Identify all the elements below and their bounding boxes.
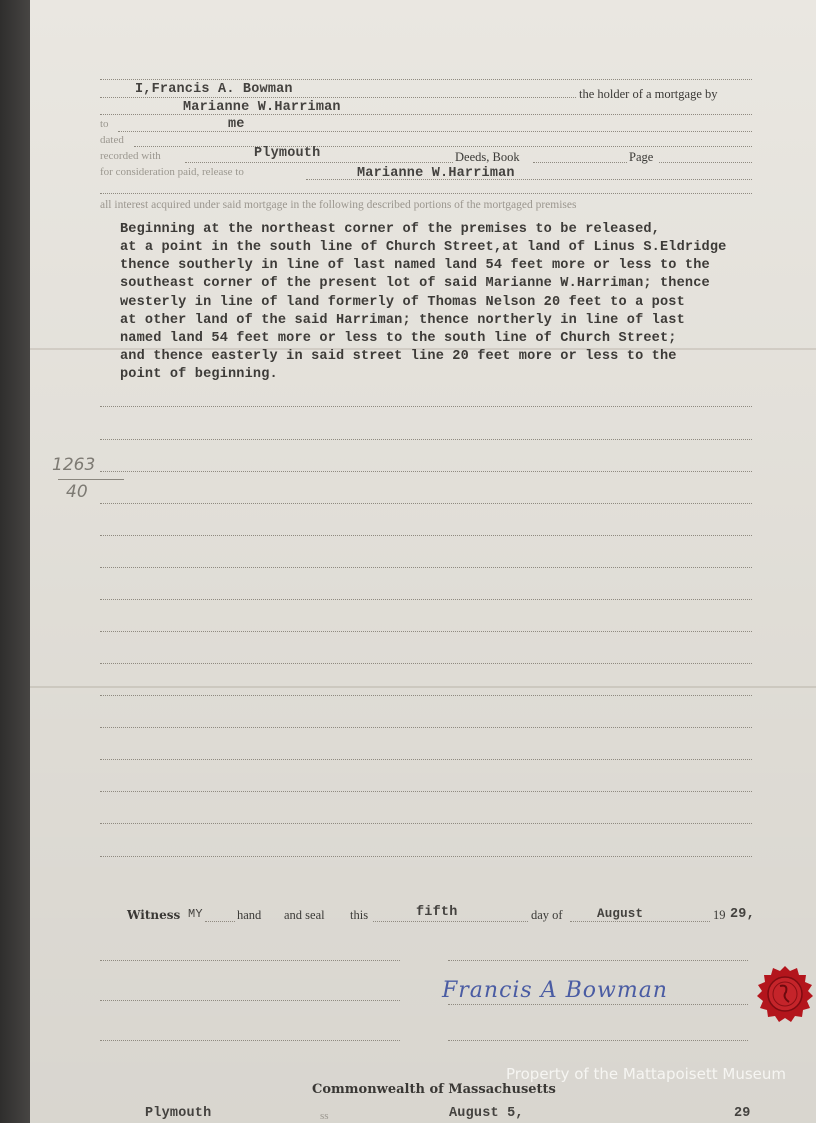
- rule-line: [134, 146, 752, 147]
- rule-line: [100, 567, 752, 568]
- rule-line: [118, 131, 752, 132]
- to-label: to: [100, 118, 109, 130]
- museum-watermark: Property of the Mattapoisett Museum: [506, 1065, 786, 1083]
- rule-line: [100, 599, 752, 600]
- rule-line: [659, 162, 752, 163]
- description-line: westerly in line of land formerly of Thomas Nelson 20 feet to a post: [120, 295, 685, 310]
- seal-label: and seal: [284, 908, 325, 922]
- rule-line: [373, 921, 528, 922]
- grantor-name: I,Francis A. Bowman: [135, 82, 293, 97]
- pencil-note-top: 1263: [52, 455, 96, 475]
- year-prefix: 19: [713, 908, 726, 922]
- this-label: this: [350, 908, 369, 922]
- ack-date: August 5,: [449, 1106, 524, 1121]
- consideration-label: for consideration paid, release to: [100, 166, 244, 178]
- rule-line: [100, 695, 752, 696]
- description-line: thence southerly in line of last named land 54 feet more or less to the: [120, 258, 710, 273]
- recorded-label: recorded with: [100, 150, 161, 162]
- month-value: August: [597, 907, 644, 921]
- rule-line: [100, 79, 752, 80]
- hand-label: hand: [237, 908, 262, 922]
- rule-line: [100, 856, 752, 857]
- rule-line: [448, 960, 748, 961]
- description-line: at a point in the south line of Church Street,at land of Linus S.Eldridge: [120, 240, 727, 255]
- day-of-label: day of: [531, 908, 563, 922]
- witness-my: MY: [188, 907, 203, 921]
- year-value: 29,: [730, 907, 755, 922]
- deeds-label: Deeds, Book: [455, 150, 520, 164]
- description-line: point of beginning.: [120, 367, 278, 382]
- release-to-name: Marianne W.Harriman: [357, 166, 515, 181]
- rule-line: [100, 1000, 400, 1001]
- rule-line: [185, 162, 453, 163]
- rule-line: [100, 439, 752, 440]
- rule-line: [100, 406, 752, 407]
- rule-line: [205, 921, 235, 922]
- county-name: Plymouth: [145, 1106, 212, 1121]
- witness-label: Witness: [127, 908, 181, 922]
- description-line: at other land of the said Harriman; thence northerly in line of last: [120, 313, 685, 328]
- mortgagor-name: Marianne W.Harriman: [183, 100, 341, 115]
- dated-label: dated: [100, 134, 124, 146]
- dark-page-edge: [0, 0, 34, 1123]
- rule-line: [100, 823, 752, 824]
- rule-line: [100, 727, 752, 728]
- day-value: fifth: [416, 905, 458, 920]
- rule-line: [533, 162, 627, 163]
- recorded-value: Plymouth: [254, 146, 321, 161]
- pencil-note-rule: [58, 479, 124, 480]
- fold-crease: [30, 686, 816, 688]
- rule-line: [100, 503, 752, 504]
- interest-clause: all interest acquired under said mortgage in the following described portions of the mortgaged premises: [100, 199, 577, 211]
- rule-line: [306, 179, 752, 180]
- description-line: and thence easterly in said street line 20 feet more or less to the: [120, 349, 677, 364]
- handwritten-signature: Francis A Bowman: [442, 978, 668, 1003]
- rule-line: [448, 1040, 748, 1041]
- rule-line: [100, 193, 752, 194]
- description-line: Beginning at the northeast corner of the premises to be released,: [120, 222, 660, 237]
- ss-label: ss: [320, 1110, 329, 1122]
- ack-year: 29: [734, 1106, 751, 1121]
- rule-line: [100, 631, 752, 632]
- wax-seal-icon: [755, 964, 815, 1024]
- holder-label: the holder of a mortgage by: [579, 87, 718, 101]
- rule-line: [100, 471, 752, 472]
- description-line: southeast corner of the present lot of said Marianne W.Harriman; thence: [120, 276, 710, 291]
- to-value: me: [228, 117, 245, 132]
- rule-line: [100, 97, 576, 98]
- page-label: Page: [629, 150, 654, 164]
- rule-line: [100, 1040, 400, 1041]
- rule-line: [100, 759, 752, 760]
- rule-line: [570, 921, 710, 922]
- signature-line: [448, 1004, 748, 1005]
- commonwealth-heading: Commonwealth of Massachusetts: [312, 1082, 556, 1097]
- rule-line: [100, 114, 752, 115]
- rule-line: [100, 663, 752, 664]
- rule-line: [100, 791, 752, 792]
- description-line: named land 54 feet more or less to the south line of Church Street;: [120, 331, 677, 346]
- rule-line: [100, 960, 400, 961]
- pencil-note-bottom: 40: [66, 482, 88, 502]
- rule-line: [100, 535, 752, 536]
